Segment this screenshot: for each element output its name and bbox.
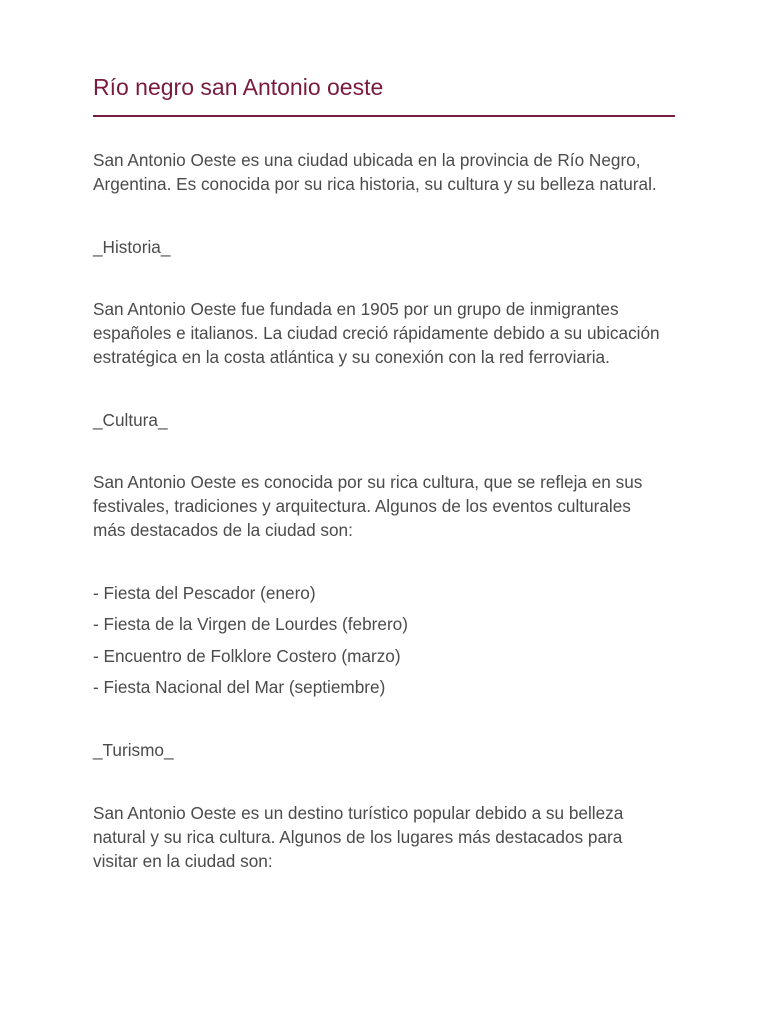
list-item-event-4: - Fiesta Nacional del Mar (septiembre) [93, 677, 386, 697]
turismo-line-1: San Antonio Oeste es un destino turístico popular debido a su belleza [93, 803, 624, 823]
historia-line-1: San Antonio Oeste fue fundada en 1905 por un grupo de inmigrantes [93, 299, 619, 319]
historia-line-3: estratégica en la costa atlántica y su conexión con la red ferroviaria. [93, 347, 610, 367]
section-heading-turismo: _Turismo_ [93, 740, 174, 760]
section-heading-cultura: _Cultura_ [93, 410, 168, 430]
section-heading-historia: _Historia_ [93, 237, 171, 257]
turismo-line-3: visitar en la ciudad son: [93, 851, 273, 871]
list-item-event-3: - Encuentro de Folklore Costero (marzo) [93, 646, 401, 666]
title-divider [93, 115, 675, 117]
list-item-event-2: - Fiesta de la Virgen de Lourdes (febrero) [93, 614, 408, 634]
cultura-line-3: más destacados de la ciudad son: [93, 520, 353, 540]
document-title: Río negro san Antonio oeste [93, 74, 384, 100]
historia-line-2: españoles e italianos. La ciudad creció rápidamente debido a su ubicación [93, 323, 660, 343]
cultura-line-1: San Antonio Oeste es conocida por su rica cultura, que se refleja en sus [93, 472, 643, 492]
list-item-event-1: - Fiesta del Pescador (enero) [93, 583, 316, 603]
intro-line-2: Argentina. Es conocida por su rica historia, su cultura y su belleza natural. [93, 174, 657, 194]
cultura-line-2: festivales, tradiciones y arquitectura. Algunos de los eventos culturales [93, 496, 631, 516]
intro-line-1: San Antonio Oeste es una ciudad ubicada en la provincia de Río Negro, [93, 150, 641, 170]
turismo-line-2: natural y su rica cultura. Algunos de los lugares más destacados para [93, 827, 623, 847]
